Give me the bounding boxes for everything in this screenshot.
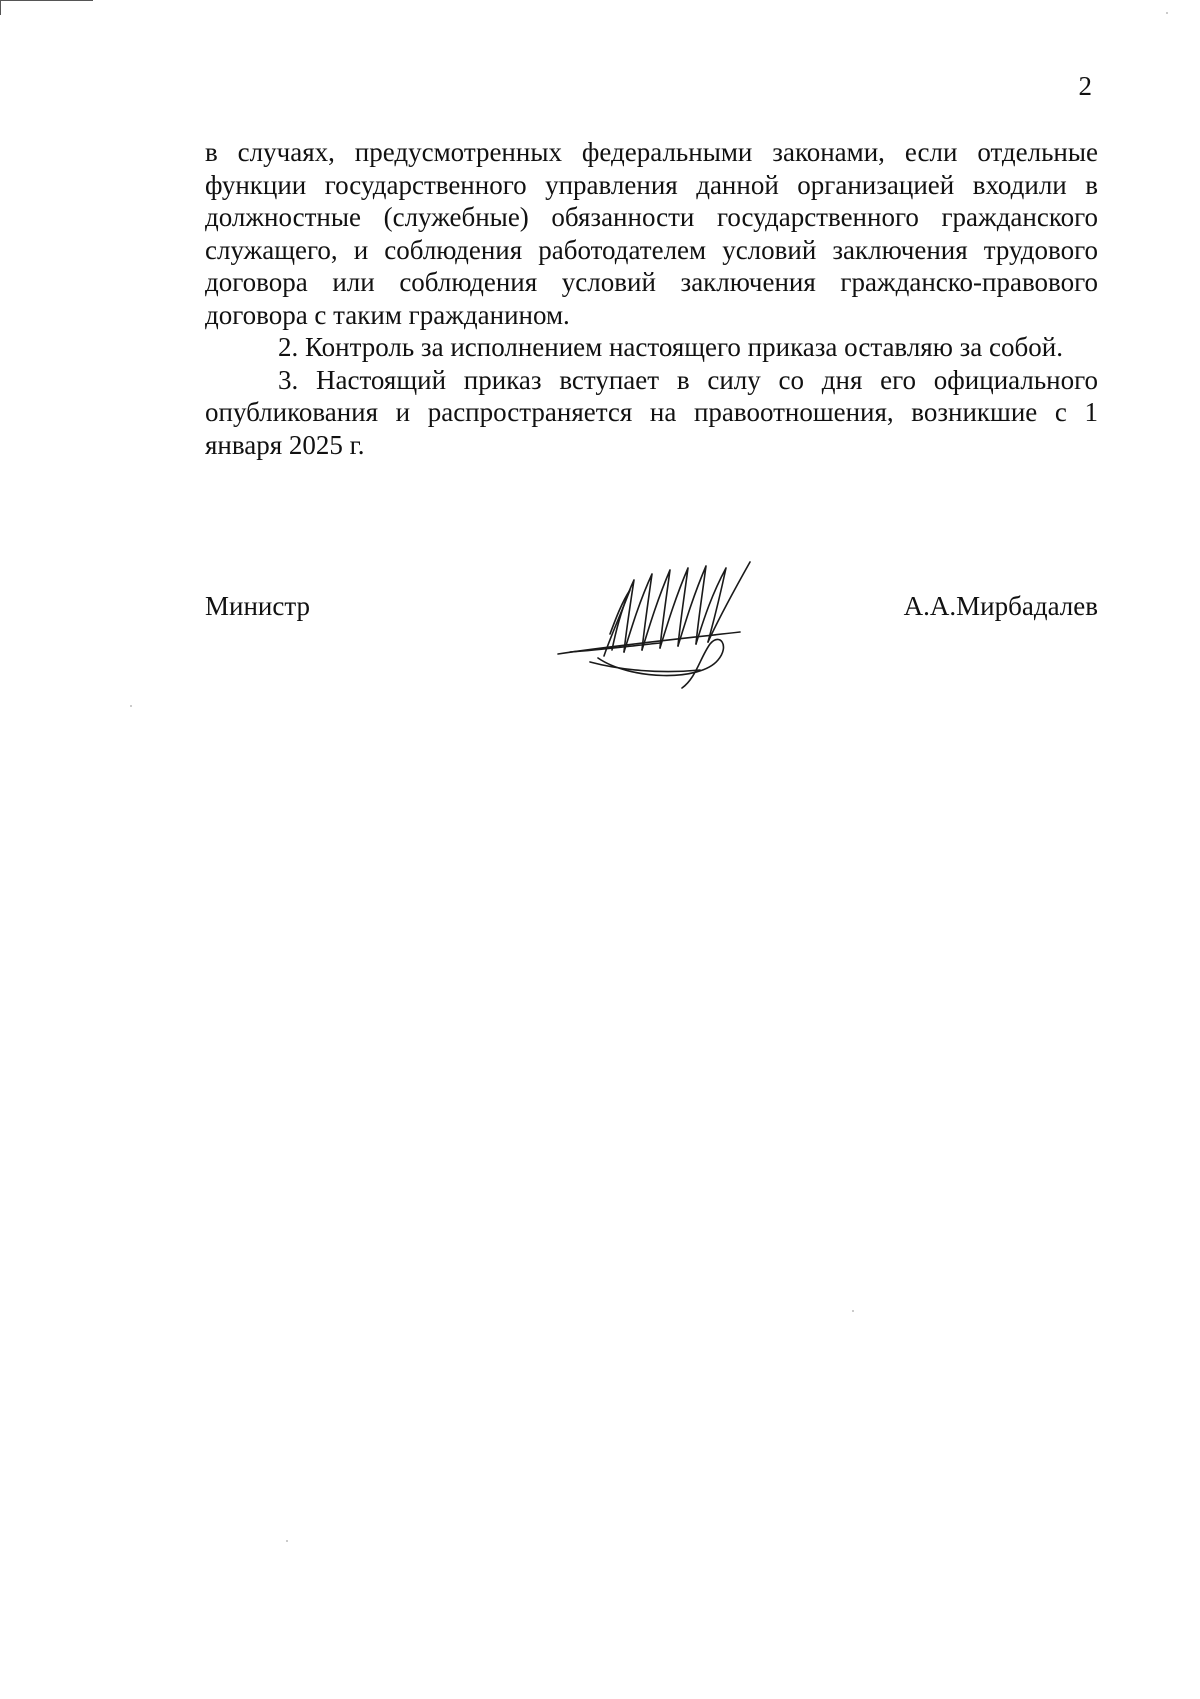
signature-block xyxy=(205,560,1098,690)
page-corner-mark xyxy=(0,0,93,15)
signer-position: Министр xyxy=(205,591,310,621)
scan-speck xyxy=(1166,12,1168,14)
scan-speck xyxy=(130,705,132,707)
signer-name: А.А.Мирбадалев xyxy=(903,591,1098,621)
page-number: 2 xyxy=(1078,71,1092,101)
handwritten-signature xyxy=(550,560,800,690)
paragraph-control: 2. Контроль за исполнением настоящего приказа оставляю за собой. xyxy=(278,332,1063,362)
document-body xyxy=(205,136,1098,461)
paragraph-effective-date: 3. Настоящий приказ вступает в силу со дня его официального опубликования и распространяется на правоотношения, возникшие с 1 января 2025 г. xyxy=(205,364,1098,460)
paragraph-continuation: в случаях, предусмотренных федеральными законами, если отдельные функции государственного управления данной организацией входили в должностные (служебные) обязанности государственного гражданского служащего, и соблюдения работодателем условий заключения трудового договора или соблюдения условий заключения гражданско-правового договора с таким гражданином. xyxy=(205,137,1098,330)
scan-speck xyxy=(286,1540,288,1542)
scan-speck xyxy=(852,1310,854,1312)
